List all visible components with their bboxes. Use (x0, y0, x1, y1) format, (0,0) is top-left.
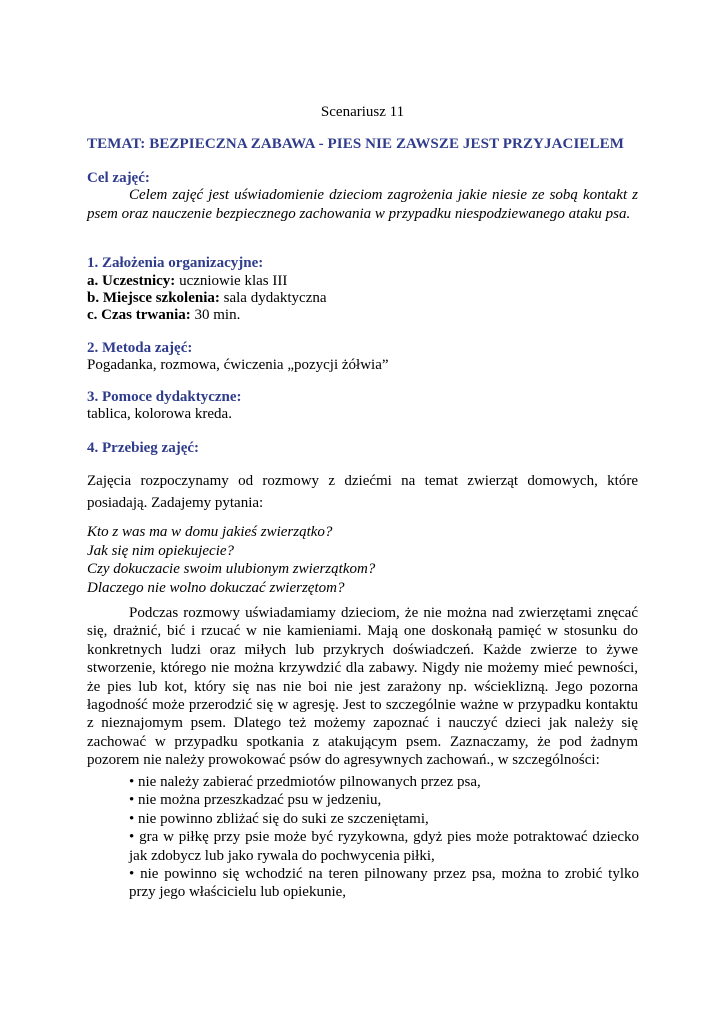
rule-item (129, 773, 639, 791)
section-3-heading: 3. Pomoce dydaktyczne: (87, 389, 242, 405)
place-value: sala dydaktyczna (219, 290, 327, 306)
bullet-mark: • (129, 866, 135, 883)
method-text: Pogadanka, rozmowa, ćwiczenia „pozycji żółwia” (87, 357, 389, 373)
rule-text: nie można przeszkadzać psu w jedzeniu, (138, 792, 382, 809)
rule-text: nie powinno się wchodzić na teren pilnowany przez psa, można to zrobić tylko przy jego właścicielu lub opiekunie, (129, 866, 639, 901)
topic-heading: TEMAT: BEZPIECZNA ZABAWA - PIES NIE ZAWSZE JEST PRZYJACIELEM (87, 136, 624, 152)
question-item: Czy dokuczacie swoim ulubionym zwierzątkom? (87, 561, 376, 577)
duration-line (87, 307, 240, 324)
goal-text: Celem zajęć jest uświadomienie dzieciom zagrożenia jakie niesie ze sobą kontakt z psem oraz nauczenie bezpiecznego zachowania w przypadku niespodziewanego ataku psa. (87, 187, 638, 222)
rule-item (129, 865, 639, 902)
question-list (87, 523, 638, 597)
goal-heading: Cel zajęć: (87, 170, 150, 186)
bullet-mark: • (129, 774, 135, 790)
rule-text: gra w piłkę przy psie może być ryzykowna, gdyż pies może potraktować dziecko jak zdobycz lub jako rywala do pochwycenia piłki, (129, 829, 639, 864)
duration-label: c. Czas trwania: (87, 307, 191, 323)
section-1-heading: 1. Założenia organizacyjne: (87, 255, 264, 271)
course-intro-text: Zajęcia rozpoczynamy od rozmowy z dziećmi na temat zwierząt domowych, które posiadają. Zadajemy pytania: (87, 473, 638, 511)
question-item: Jak się nim opiekujecie? (87, 542, 235, 559)
section-2-heading: 2. Metoda zajęć: (87, 340, 193, 356)
participants-label: a. Uczestnicy: (87, 273, 176, 289)
rule-text: nie powinno zbliżać się do suki ze szczeniętami, (138, 810, 429, 827)
place-line (87, 290, 327, 307)
rule-item (129, 828, 639, 865)
teaching-aids-text: tablica, kolorowa kreda. (87, 406, 232, 422)
rules-bullet-list (129, 773, 639, 902)
bullet-mark: • (129, 829, 135, 846)
participants-value: uczniowie klas III (175, 273, 288, 289)
duration-value: 30 min. (190, 307, 241, 323)
section-4-heading: 4. Przebieg zajęć: (87, 440, 200, 456)
scenario-title: Scenariusz 11 (320, 104, 405, 120)
question-item: Dlaczego nie wolno dokuczać zwierzętom? (87, 579, 345, 596)
bullet-mark: • (129, 792, 135, 809)
bullet-mark: • (129, 810, 135, 827)
question-item: Kto z was ma w domu jakieś zwierzątko? (87, 524, 333, 540)
rule-text: nie należy zabierać przedmiotów pilnowanych przez psa, (138, 774, 481, 790)
rule-item (129, 791, 639, 809)
rule-item (129, 810, 639, 828)
place-label: b. Miejsce szkolenia: (87, 290, 220, 306)
main-paragraph: Podczas rozmowy uświadamiamy dzieciom, że nie można nad zwierzętami znęcać się, drażnić, bić i rzucać w nie kamieniami. Mają one doskonałą pamięć w stosunku do konkretnych ludzi oraz miłych lub przykrych doświadczeń. Każde zwierze to żywe stworzenie, którego nie można krzywdzić dla zabawy. Nigdy nie możemy mieć pewności, że pies lub kot, który się nas nie boi nie jest zarażony np. wścieklizną. Jego pozorna łagodność może przerodzić się w agresję. Jest to szczególnie ważne w przypadku kontaktu z nieznajomym psem. Dlatego też możemy zapoznać i nauczyć dzieci jak należy się zachować w przypadku spotkania z atakującym psem. Zaznaczamy, że pod żadnym pozorem nie należy prowokować psów do agresywnych zachowań., w szczególności: (87, 605, 638, 769)
participants-line (87, 273, 287, 290)
